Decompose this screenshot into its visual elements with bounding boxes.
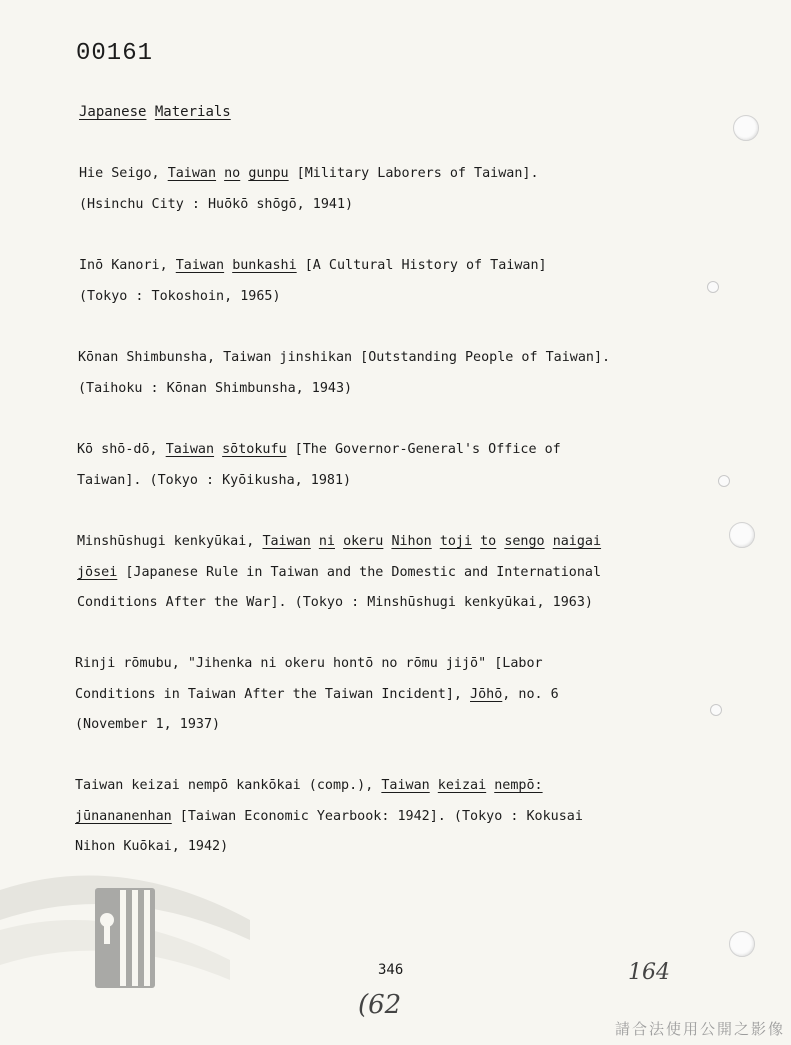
entry-line — [75, 680, 559, 711]
text-span — [432, 534, 440, 549]
text-span: Taiwan keizai nempō kankōkai (comp.), — [75, 778, 382, 793]
title-word: sengo — [504, 534, 545, 549]
handwritten-number: 164 — [628, 960, 670, 985]
title-word: toji — [439, 534, 473, 549]
bibliography-entry — [77, 435, 561, 496]
text-span — [335, 534, 343, 549]
section-heading — [79, 104, 231, 120]
bibliography-entry — [75, 649, 559, 741]
title-word: Taiwan — [175, 258, 225, 273]
text-span: , no. 6 — [502, 686, 559, 702]
entry-line — [75, 771, 583, 802]
title-word: to — [480, 534, 497, 549]
entry-line — [77, 558, 601, 589]
text-span — [214, 442, 222, 457]
punch-hole — [710, 704, 722, 716]
title-word: keizai — [437, 778, 487, 793]
text-span: [The Governor-General's Office of — [286, 442, 561, 457]
title-word: Taiwan — [165, 442, 215, 457]
text-span — [472, 534, 480, 549]
title-word: Nihon — [391, 534, 432, 549]
text-span — [216, 166, 224, 181]
watermark-text: 請合法使用公開之影像 — [614, 1020, 785, 1038]
entry-line: Nihon Kuōkai, 1942) — [75, 839, 229, 854]
title-word: Taiwan — [262, 534, 311, 549]
punch-hole — [729, 931, 755, 957]
text-span — [224, 258, 232, 273]
title-word: Taiwan — [381, 778, 430, 793]
entry-line: (November 1, 1937) — [75, 717, 221, 732]
title-word: no — [224, 166, 241, 181]
entry-line: Rinji rōmubu, "Jihenka ni okeru hontō no rōmu jijō" [Labor — [75, 656, 543, 671]
title-word: bunkashi — [232, 258, 297, 273]
text-span — [311, 534, 319, 549]
entry-line: Taiwan]. (Tokyo : Kyōikusha, 1981) — [77, 472, 352, 488]
handwritten-number: (62 — [358, 990, 402, 1020]
archive-logo — [0, 860, 260, 1000]
text-span: [Military Laborers of Taiwan]. — [288, 166, 539, 181]
text-span: [Japanese Rule in Taiwan and the Domestic and International — [117, 564, 602, 580]
title-word: jūnananenhan — [75, 808, 172, 824]
punch-hole — [729, 522, 755, 548]
bibliography-entry — [79, 159, 539, 220]
entry-line: Kōnan Shimbunsha, Taiwan jinshikan [Outstanding People of Taiwan]. — [78, 350, 611, 365]
entry-line — [79, 159, 539, 190]
text-span: Minshūshugi kenkyūkai, — [77, 534, 263, 549]
entry-line: (Tokyo : Tokoshoin, 1965) — [79, 288, 281, 304]
text-span — [545, 534, 553, 549]
title-word: jōsei — [77, 564, 118, 580]
title-word: sōtokufu — [222, 442, 287, 457]
entry-line — [79, 251, 547, 282]
folio-number: 346 — [378, 962, 404, 978]
punch-hole — [733, 115, 759, 141]
entry-line — [77, 527, 601, 558]
text-span: Hie Seigo, — [79, 166, 168, 181]
title-word: naigai — [552, 534, 602, 549]
text-span: Conditions in Taiwan After the Taiwan Incident], — [75, 686, 471, 702]
bibliography-entry — [75, 771, 583, 863]
title-word: gunpu — [248, 166, 289, 181]
title-word: okeru — [343, 534, 384, 549]
title-word: ni — [318, 534, 335, 549]
punch-hole — [707, 281, 719, 293]
text-span: Kō shō-dō, — [77, 442, 166, 457]
text-span: Inō Kanori, — [79, 258, 176, 273]
text-span: [Taiwan Economic Yearbook: 1942]. (Tokyo : Kokusai — [171, 808, 583, 824]
entry-line — [75, 802, 583, 833]
entry-line: (Taihoku : Kōnan Shimbunsha, 1943) — [78, 380, 353, 396]
title-word: Taiwan — [167, 166, 217, 181]
bibliography-entry — [77, 527, 601, 619]
punch-hole — [718, 475, 730, 487]
title-word: nempō: — [494, 778, 543, 793]
page-number: 00161 — [76, 40, 154, 67]
bibliography-entry — [79, 251, 547, 312]
entry-line: Conditions After the War]. (Tokyo : Minshūshugi kenkyūkai, 1963) — [77, 595, 593, 610]
heading-word: Materials — [154, 104, 231, 120]
text-span: [A Cultural History of Taiwan] — [296, 258, 547, 273]
heading-word: Japanese — [79, 104, 147, 120]
entry-line: (Hsinchu City : Huōkō shōgō, 1941) — [79, 196, 354, 212]
title-word: Jōhō — [470, 686, 503, 702]
text-span — [430, 778, 438, 793]
bibliography-entry — [78, 343, 610, 404]
entry-line — [77, 435, 561, 466]
